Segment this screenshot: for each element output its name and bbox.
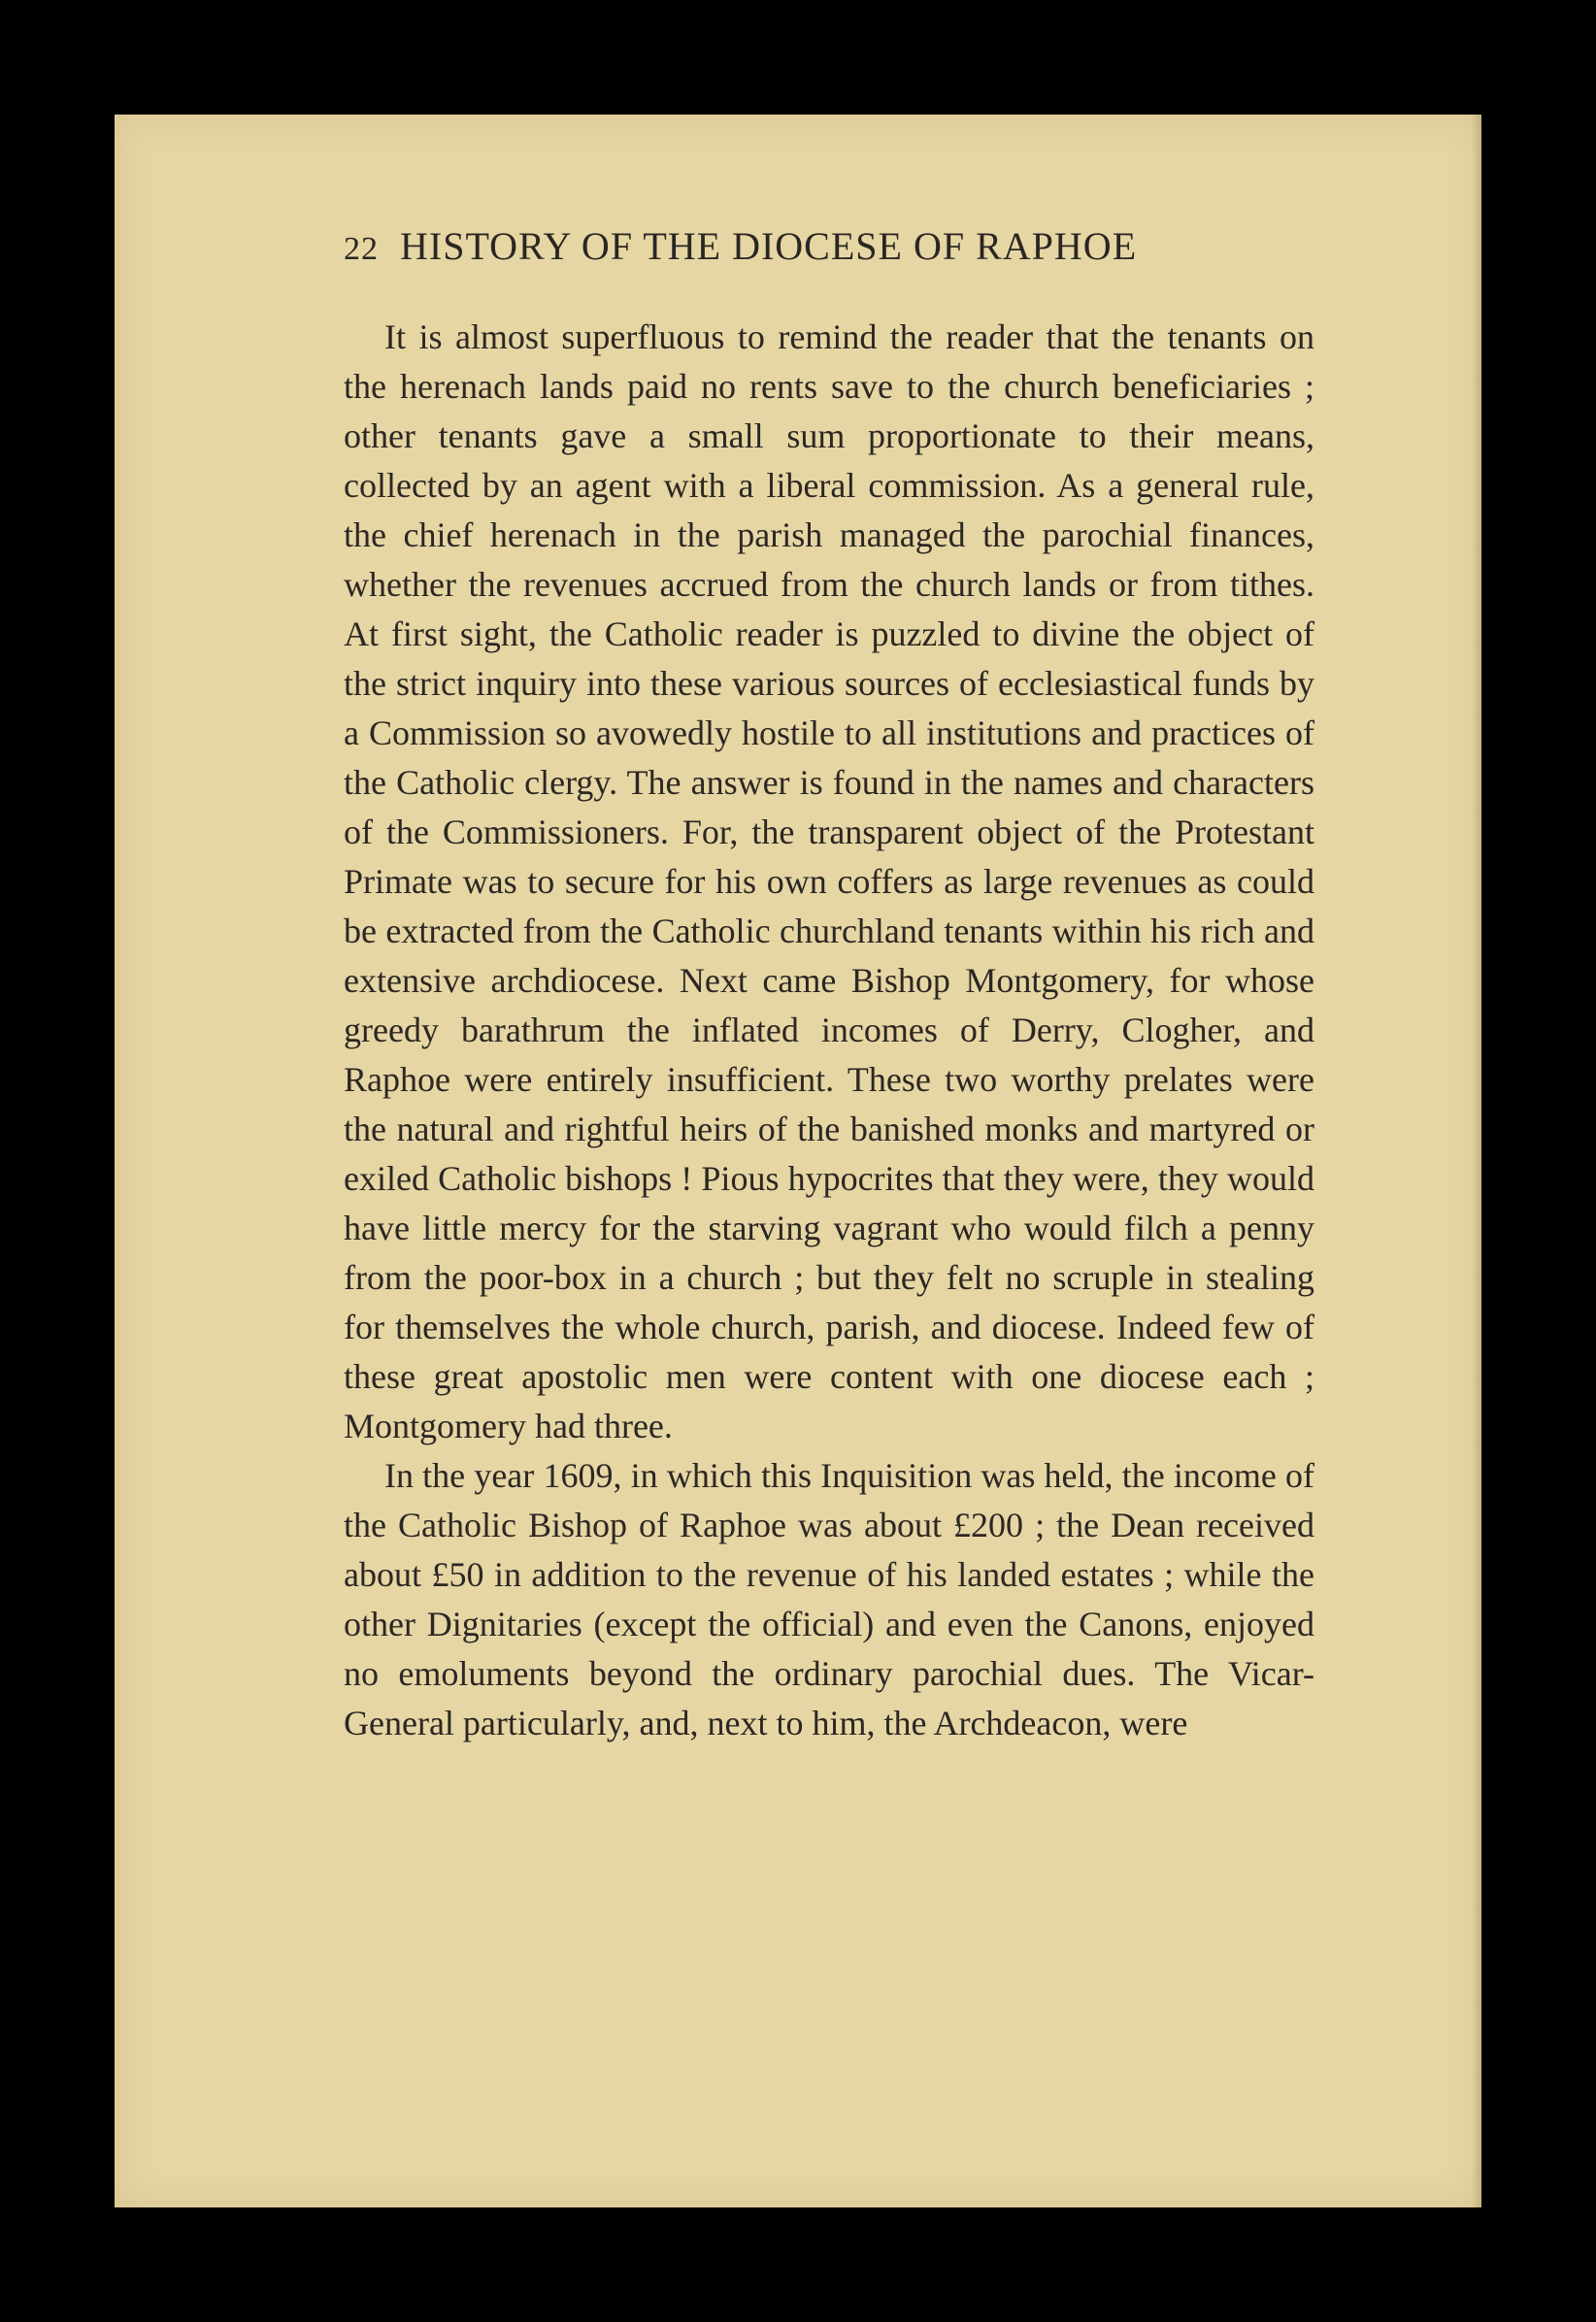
paragraph: In the year 1609, in which this Inquisition was held, the income of the Catholic Bishop of Raphoe was about £200 ; the Dean received about £50 in addition to the revenue of his landed estates ; while the other Dignitaries (except the official) and even the Canons, enjoyed no emoluments beyond the ordinary parochial dues. The Vicar-General particularly, and, next to him, the Archdeacon, were bbox=[344, 1456, 1314, 1742]
page-number: 22 bbox=[344, 231, 379, 267]
running-head bbox=[344, 223, 1295, 269]
book-page bbox=[115, 115, 1481, 2207]
body-text bbox=[344, 313, 1314, 1748]
running-title: HISTORY OF THE DIOCESE OF RAPHOE bbox=[400, 224, 1138, 268]
paragraph: It is almost superfluous to remind the reader that the tenants on the herenach lands paid no rents save to the church beneficiaries ; other tenants gave a small sum proportionate to their means, collected by an agent with a liberal commission. As a general rule, the chief herenach in the parish managed the parochial finances, whether the revenues accrued from the church lands or from tithes. At first sight, the Catholic reader is puzzled to divine the object of the strict inquiry into these various sources of ecclesiastical funds by a Commission so avowedly hostile to all institutions and practices of the Catholic clergy. The answer is found in the names and characters of the Commissioners. For, the transparent object of the Protestant Primate was to secure for his own coffers as large revenues as could be extracted from the Catholic churchland tenants within his rich and extensive archdiocese. Next came Bishop Montgomery, for whose greedy barathrum the inflated incomes of Derry, Clogher, and Raphoe were entirely insufficient. These two worthy prelates were the natural and rightful heirs of the banished monks and martyred or exiled Catholic bishops ! Pious hypocrites that they were, they would have little mercy for the starving vagrant who would filch a penny from the poor-box in a church ; but they felt no scruple in stealing for themselves the whole church, parish, and diocese. Indeed few of these great apostolic men were content with one diocese each ; Montgomery had three. bbox=[344, 317, 1314, 1445]
page-edge bbox=[1472, 115, 1481, 2207]
